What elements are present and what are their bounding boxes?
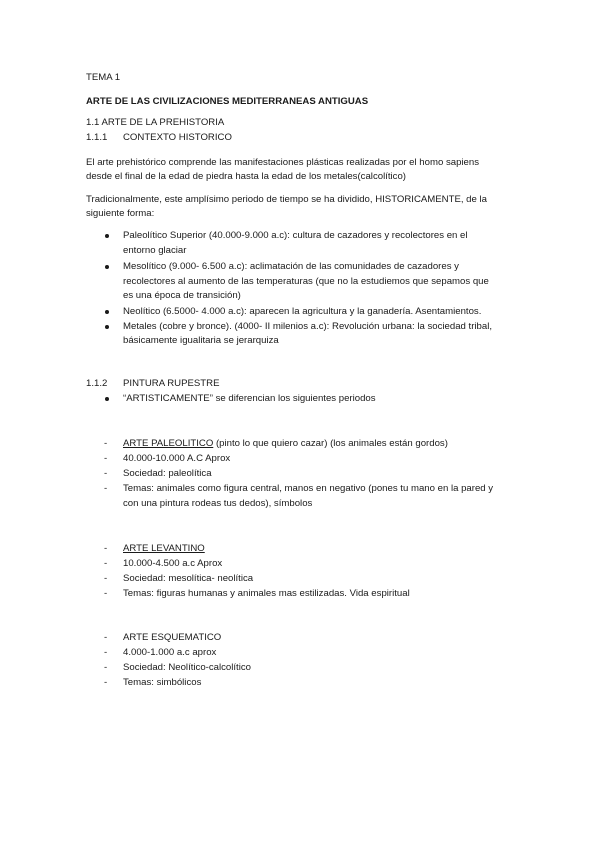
paleolitico-title-note: (pinto lo que quiero cazar) (los animales están gordos)	[213, 438, 448, 449]
document-title: ARTE DE LAS CIVILIZACIONES MEDITERRANEAS ANTIGUAS	[86, 96, 369, 107]
dash-marker: -	[104, 588, 108, 599]
paragraph-1-line-2: desde el final de la edad de piedra hasta la edad de los metales(calcolítico)	[86, 171, 406, 182]
paleolitico-temas-line-1: Temas: animales como figura central, manos en negativo (pones tu mano en la pared y	[123, 483, 494, 494]
levantino-sociedad: Sociedad: mesolítica- neolítica	[123, 573, 254, 584]
dash-marker: -	[104, 468, 108, 479]
bullet-paleolitico-line-2: entorno glaciar	[123, 245, 187, 256]
subsection-heading-contexto: CONTEXTO HISTORICO	[123, 132, 232, 143]
bullet-mesolitico-line-3: es una época de transición)	[123, 290, 241, 301]
paragraph-2-line-1: Tradicionalmente, este amplísimo periodo de tiempo se ha dividido, HISTORICAMENTE, de la	[86, 194, 487, 205]
bullet-neolitico-line-1: Neolítico (6.5000- 4.000 a.c): aparecen la agricultura y la ganadería. Asentamientos.	[123, 306, 482, 317]
paleolitico-temas-line-2: con una pintura rodeas tus dedos), símbolos	[123, 498, 313, 509]
dash-marker: -	[104, 677, 108, 688]
paragraph-1-line-1: El arte prehistórico comprende las manifestaciones plásticas realizadas por el homo sapiens	[86, 157, 480, 168]
dash-marker: -	[104, 647, 108, 658]
subsection-heading-pintura: PINTURA RUPESTRE	[123, 378, 220, 389]
subsection-number-1-1-2: 1.1.2	[86, 378, 108, 389]
bullet-artisticamente: “ARTISTICAMENTE” se diferencian los siguientes periodos	[123, 393, 376, 404]
paleolitico-dates: 40.000-10.000 A.C Aprox	[123, 453, 231, 464]
paleolitico-heading	[123, 438, 448, 450]
bullet-icon	[105, 310, 109, 314]
bullet-icon	[105, 397, 109, 401]
bullet-icon	[105, 265, 109, 269]
bullet-icon	[105, 234, 109, 238]
esquematico-temas: Temas: simbólicos	[123, 677, 202, 688]
subsection-number-1-1-1: 1.1.1	[86, 132, 108, 143]
dash-marker: -	[104, 662, 108, 673]
bullet-paleolitico-line-1: Paleolítico Superior (40.000-9.000 a.c): cultura de cazadores y recolectores en el	[123, 230, 468, 241]
bullet-metales-line-1: Metales (cobre y bronce). (4000- II milenios a.c): Revolución urbana: la sociedad tribal,	[123, 321, 493, 332]
paleolitico-title: ARTE PALEOLITICO	[123, 438, 214, 449]
dash-marker: -	[104, 573, 108, 584]
dash-marker: -	[104, 438, 108, 449]
dash-marker: -	[104, 453, 108, 464]
levantino-temas: Temas: figuras humanas y animales mas estilizadas. Vida espiritual	[123, 588, 410, 599]
bullet-icon	[105, 325, 109, 329]
esquematico-dates: 4.000-1.000 a.c aprox	[123, 647, 217, 658]
dash-marker: -	[104, 632, 108, 643]
bullet-mesolitico-line-1: Mesolítico (9.000- 6.500 a.c): aclimatación de las comunidades de cazadores y	[123, 261, 459, 272]
levantino-dates: 10.000-4.500 a.c Aprox	[123, 558, 223, 569]
dash-marker: -	[104, 483, 108, 494]
paleolitico-sociedad: Sociedad: paleolítica	[123, 468, 212, 479]
esquematico-title: ARTE ESQUEMATICO	[123, 632, 222, 643]
section-heading-1-1: 1.1 ARTE DE LA PREHISTORIA	[86, 117, 225, 128]
esquematico-sociedad: Sociedad: Neolítico-calcolítico	[123, 662, 251, 673]
levantino-title: ARTE LEVANTINO	[123, 543, 205, 554]
dash-marker: -	[104, 543, 108, 554]
tema-label: TEMA 1	[86, 72, 121, 83]
paragraph-2-line-2: siguiente forma:	[86, 208, 155, 219]
dash-marker: -	[104, 558, 108, 569]
bullet-metales-line-2: básicamente igualitaria se jerarquiza	[123, 335, 279, 346]
bullet-mesolitico-line-2: recolectores al aumento de las temperaturas (que no la estudiemos que sepamos que	[123, 276, 489, 287]
